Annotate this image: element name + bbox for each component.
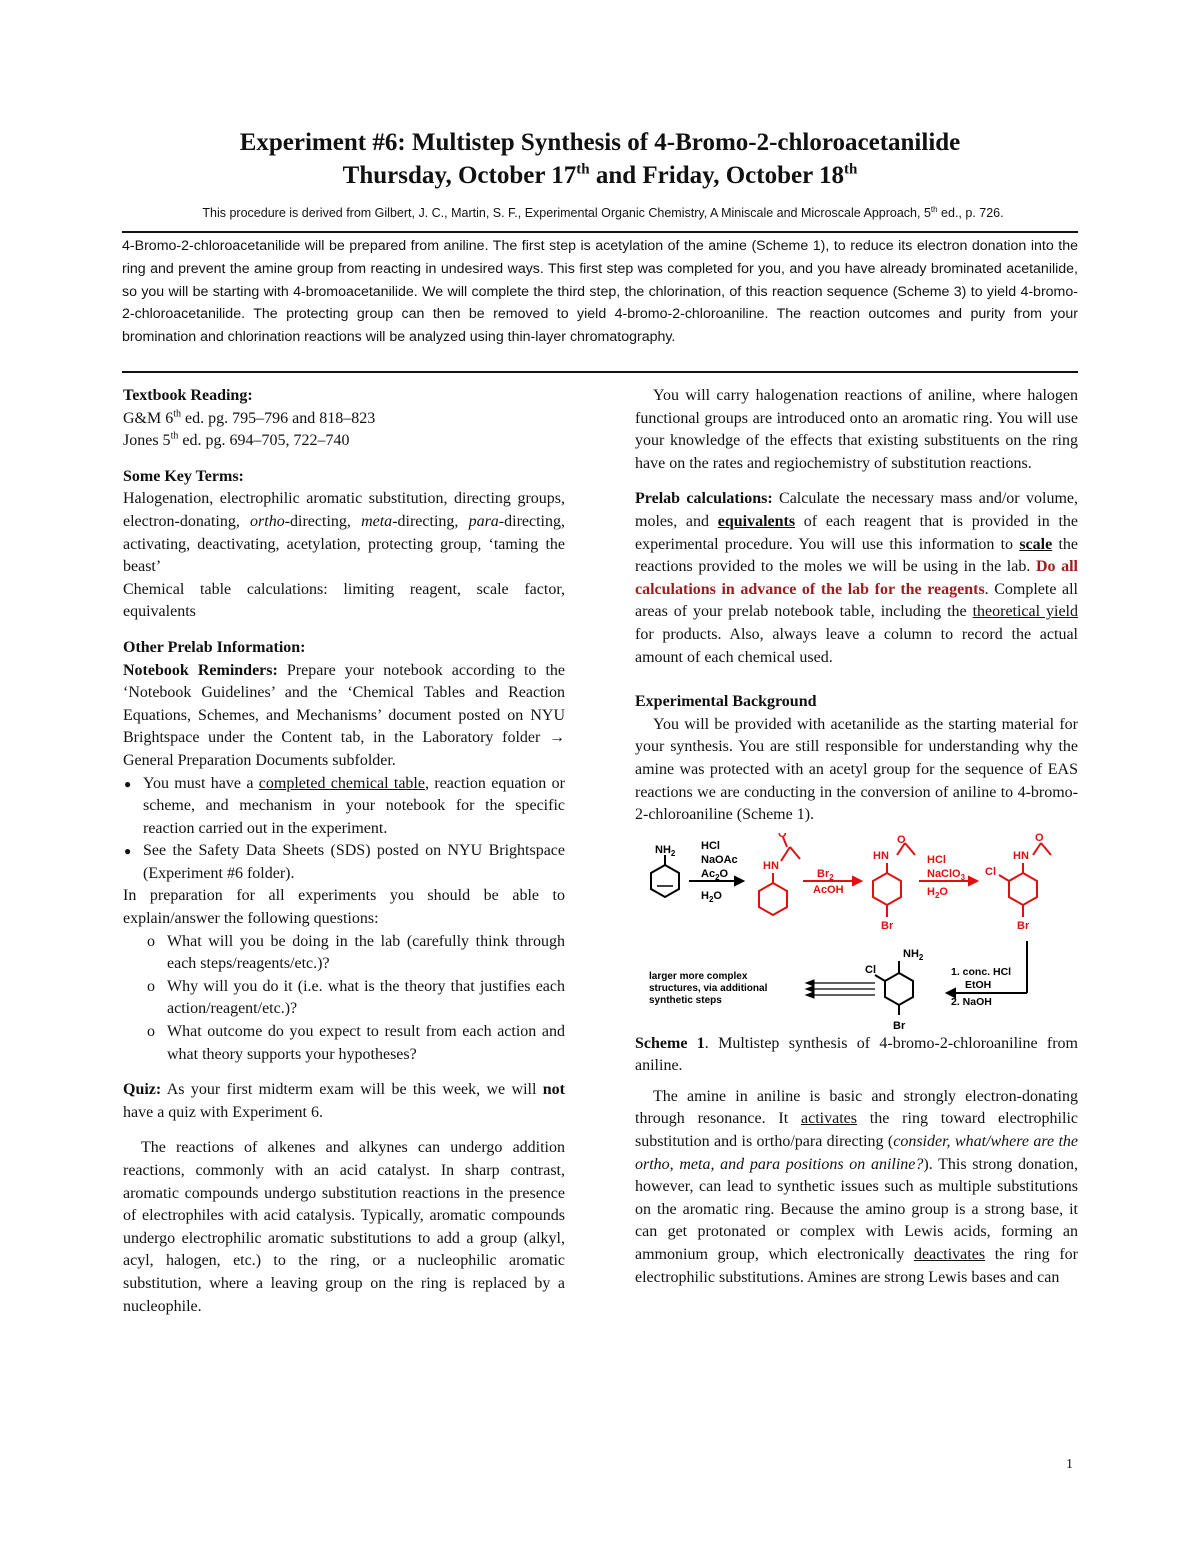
list-item: ● See the Safety Data Sheets (SDS) posted on NYU Brightspace (Experiment #6 folder). xyxy=(124,842,565,882)
list-item: o What will you be doing in the lab (carefully think through each steps/reagents/etc.)? xyxy=(147,932,565,973)
list-item: ● You must have a completed chemical table, reaction equation or scheme, and mechanism in your notebook for the specific reaction carried out in the experiment. xyxy=(124,774,565,837)
circle-bullet-icon: o xyxy=(147,977,155,995)
halogenation-paragraph: You will carry halogenation reactions of aniline, where halogen functional groups are introduced onto an aromatic ring. You will use your knowledge of the effects that existing substituents on the ring have on the rates and regiochemistry of substitution reactions. xyxy=(635,387,1078,472)
prep-questions-intro: In preparation for all experiments you should be able to explain/answer the following questions: xyxy=(123,887,565,928)
background-heading: Experimental Background xyxy=(635,693,817,711)
svg-text:NaClO3: NaClO$_3$ xyxy=(927,867,966,882)
svg-text:Br: Br xyxy=(881,919,894,932)
svg-text:NH2: $NH_2$ xyxy=(655,843,676,858)
other-prelab-heading: Other Prelab Information: xyxy=(123,638,306,656)
background-paragraph: You will be provided with acetanilide as the starting material for your synthesis. You are still responsible for understanding why the amine was protected with an acetyl group for the sequence of EAS reactions we are conducting in the conversion of aniline to 4-bromo-2-chloroaniline (Scheme 1). xyxy=(635,715,1078,824)
scheme-caption: Scheme 1. Multistep synthesis of 4-bromo-2-chloroaniline from aniline. xyxy=(635,1034,1079,1075)
svg-text:Cl: Cl xyxy=(985,865,996,878)
bullet-icon: ● xyxy=(124,844,132,859)
svg-text:HCl: HCl xyxy=(927,853,946,866)
key-terms-list: Halogenation, electrophilic aromatic substitution, directing groups, electron-donating, ortho-directing, meta-directing, para-directing, activating, deactivating, acetylation, protecting group, ‘taming the beast’ xyxy=(123,490,565,576)
svg-text:synthetic steps: synthetic steps xyxy=(649,994,722,1006)
svg-text:O: O xyxy=(897,833,906,846)
svg-text:NH2: $NH_2$ xyxy=(903,947,924,962)
divider-top xyxy=(122,231,1078,233)
prelab-calculations: Prelab calculations: Calculate the necessary mass and/or volume, moles, and equivalents of each reagent that is provided in the experimental procedure. You will use this information to scale the reactions provided to the moles we will be using in the lab. Do all calculations in advance of the lab for the reagents. Complete all areas of your prelab notebook table, including the theoretical yield for products. Also, always leave a column to record the actual amount of each chemical used. xyxy=(635,490,1079,666)
svg-text:Ac2O: $Ac_2O$ xyxy=(701,867,729,882)
circle-bullet-icon: o xyxy=(147,1023,155,1041)
intro-paragraph: 4-Bromo-2-chloroacetanilide will be prepared from aniline. The first step is acetylation of the amine (Scheme 1), to reduce its electron donation into the ring and prevent the amine group from reacting in undesired ways. This first step was completed for you, and you have already brominated acetanilide, so you will be starting with 4-bromoacetanilide. We will complete the third step, the chlorination, of this reaction sequence (Scheme 3) to yield 4-bromo-2-chloroacetanilide. The protecting group can then be removed to yield 4-bromo-2-chloroaniline. The reaction outcomes and purity from your bromination and chlorination reactions will be analyzed using thin-layer chromatography. xyxy=(122,238,1078,346)
svg-text:EtOH: EtOH xyxy=(965,978,992,991)
svg-text:structures, via additional: structures, via additional xyxy=(649,982,768,994)
reminder-bullets xyxy=(123,773,565,886)
page-title: Experiment #6: Multistep Synthesis of 4-Bromo-2-chloroacetanilide xyxy=(239,129,961,156)
acetanilide-ring xyxy=(759,883,787,915)
svg-text:O: O xyxy=(778,832,787,840)
svg-text:HN: HN xyxy=(873,849,889,862)
svg-text:HN: HN xyxy=(763,859,779,872)
svg-text:Br: Br xyxy=(893,1019,906,1032)
aniline-ring xyxy=(651,865,679,897)
reaction-scheme xyxy=(635,833,1078,1033)
svg-text:HN: HN xyxy=(1013,849,1029,862)
svg-text:HCl: HCl xyxy=(701,839,720,852)
bullet-icon: ● xyxy=(124,776,132,791)
svg-text:H2O: $H_2O$ xyxy=(701,889,722,904)
svg-text:2. NaOH: 2. NaOH xyxy=(951,995,992,1008)
left-column xyxy=(123,385,565,1318)
reading-gm: G&M 6th ed. pg. 795–796 and 818–823 xyxy=(123,408,376,427)
svg-text:AcOH: AcOH xyxy=(813,883,844,896)
circle-bullet-icon: o xyxy=(147,932,155,950)
reactions-paragraph: The reactions of alkenes and alkynes can undergo addition reactions, commonly with an acid catalyst. In sharp contrast, aromatic compounds undergo substitution reactions in the presence of electrophiles with acid catalysis. Typically, aromatic compounds undergo electrophilic aromatic substitutions to add a group (alkyl, acyl, halogen, etc.) to the ring, or a nucleophilic aromatic substitution, where a leaving group on the ring is replaced by a nucleophile. xyxy=(123,1139,565,1315)
bromoacetanilide-ring xyxy=(873,873,901,905)
bromochloroacetanilide-ring xyxy=(1009,873,1037,905)
right-column xyxy=(635,385,1078,1289)
prep-questions xyxy=(123,931,565,1067)
list-item: o Why will you do it (i.e. what is the theory that justifies each action/reagent/etc.)? xyxy=(147,977,565,1018)
svg-text:O: O xyxy=(1035,832,1044,844)
svg-text:Br: Br xyxy=(1017,919,1030,932)
key-terms-heading: Some Key Terms: xyxy=(123,467,244,485)
amine-paragraph: The amine in aniline is basic and strongly electron-donating through resonance. It activates the ring toward electrophilic substitution and is ortho/para directing (consider, what/where are the ortho, meta, and para positions on aniline?). This strong donation, however, can lead to synthetic issues such as multiple substitutions on the aromatic ring. Because the amino group is a strong base, it can get protonated or complex with Lewis acids, forming an ammonium group, which electronically deactivates the ring for electrophilic substitutions. Amines are strong Lewis bases and can xyxy=(635,1087,1078,1286)
page-subtitle-date: Thursday, October 17th and Friday, October 18th xyxy=(342,161,858,189)
reading-heading: Textbook Reading: xyxy=(123,387,253,404)
scheme-figure xyxy=(635,833,1078,1033)
source-citation: This procedure is derived from Gilbert, J. C., Martin, S. F., Experimental Organic Chemistry, A Miniscale and Microscale Approach, 5th ed., p. 726. xyxy=(202,204,1004,220)
svg-text:NaOAc: NaOAc xyxy=(701,853,738,866)
list-item: o What outcome do you expect to result from each action and what theory supports your hypotheses? xyxy=(147,1023,565,1063)
bromochloroaniline-ring xyxy=(885,973,913,1005)
svg-text:larger more complex: larger more complex xyxy=(649,970,748,982)
key-terms-calculations: Chemical table calculations: limiting reagent, scale factor, equivalents xyxy=(123,580,565,621)
svg-text:Br2: $Br_2$ xyxy=(817,867,834,882)
svg-text:Cl: Cl xyxy=(865,963,876,976)
quiz-note: Quiz: As your first midterm exam will be this week, we will not have a quiz with Experiment 6. xyxy=(123,1081,565,1121)
page-number: 1 xyxy=(1066,1457,1073,1472)
svg-text:H2O: $H_2O$ xyxy=(927,885,948,900)
notebook-reminders: Notebook Reminders: Prepare your notebook according to the ‘Notebook Guidelines’ and the ‘Chemical Tables and Reaction Equations, Schemes, and Mechanisms’ document posted on NYU Brightspace under the Content tab, in the Laboratory folder → General Preparation Documents subfolder. xyxy=(123,661,565,769)
divider-bottom xyxy=(122,371,1078,373)
reading-jones: Jones 5th ed. pg. 694–705, 722–740 xyxy=(123,430,350,450)
svg-text:1. conc. HCl: 1. conc. HCl xyxy=(951,965,1012,978)
